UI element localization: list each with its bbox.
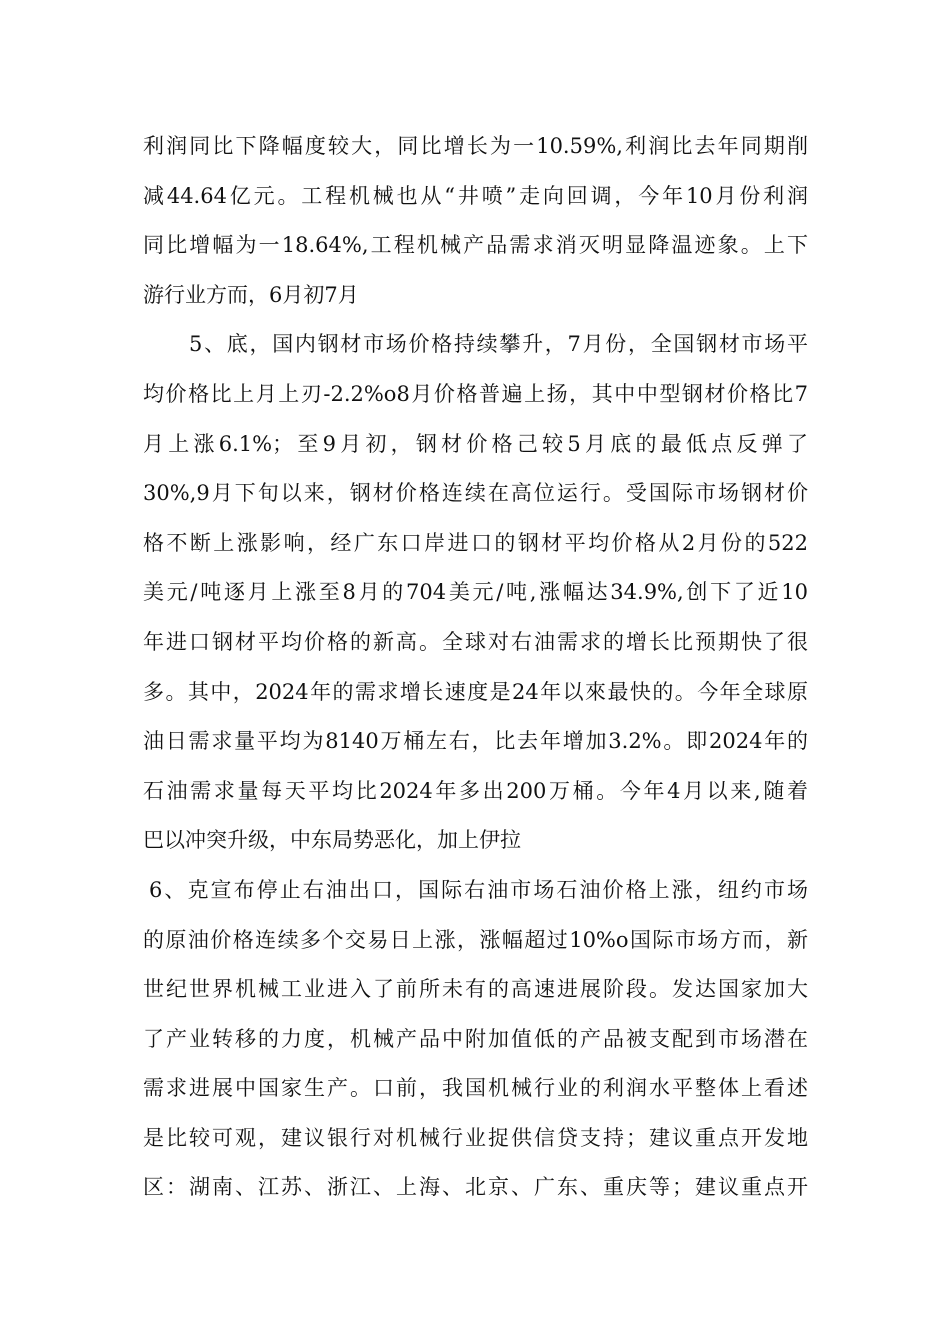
text-line: 是比较可观，建议银行对机械行业捉供信贷支持；建议重点开发地 [143, 1125, 808, 1150]
text-line: 多。其中，2024年的需求增长速度是24年以來最快的。今年全球原 [143, 679, 808, 704]
text-line: 格不断上涨影响，经广东口岸进口的钢材平均价格从2月份的522 [143, 530, 808, 555]
text-line: 的原油价格连续多个交易日上涨，涨幅超过10%o国际市场方而，新 [143, 927, 808, 952]
text-line: 年进口钢材平均价格的新高。全球对右油需求的增长比预期快了很 [143, 629, 808, 654]
text-line: 均价格比上月上刃-2.2%o8月价格普遍上扬，其中中型钢材价格比7 [143, 381, 808, 406]
text-line: 石油需求量每天平均比2024年多出200万桶。今年4月以来,随着 [143, 778, 808, 803]
text-line: 减44.64亿元。工程机械也从“井喷”走向回调，今年10月份利润 [143, 183, 808, 208]
text-line: 需求进展中国家生产。口前，我国机械行业的利润水平整体上看述 [143, 1076, 808, 1101]
text-line: 世纪世界机械工业进入了前所未有的高速进展阶段。发达国家加大 [143, 977, 808, 1002]
text-line: 5、底，国内钢材市场价格持续攀升，7月份，全国钢材市场平 [189, 332, 808, 357]
text-line: 同比增幅为一18.64%,工程机械产品需求消灭明显降温迹象。上下 [143, 233, 808, 258]
text-line: 游行业方而，6月初7月 [143, 282, 359, 307]
text-line: 月上涨6.1%；至9月初，钢材价格己较5月底的最低点反弹了 [143, 431, 808, 456]
text-line: 巴以冲突升级，中东局势恶化，加上伊拉 [143, 828, 521, 853]
text-line: 30%,9月下旬以来，钢材价格连续在高位运行。受国际市场钢材价 [143, 481, 808, 506]
text-line: 了产业转移的力度，机械产品中附加值低的产品被支配到市场潜在 [143, 1026, 808, 1051]
text-line: 油日需求量平均为8140万桶左右，比去年增加3.2%。即2024年的 [143, 729, 808, 754]
text-line: 利润同比下降幅度较大，同比增长为一10.59%,利润比去年同期削 [143, 134, 808, 158]
text-line: 区：湖南、江苏、浙江、上海、北京、广东、重庆等；建议重点开 [143, 1175, 808, 1200]
body-text [143, 122, 808, 1213]
text-line: 美元/吨逐月上涨至8月的704美元/吨,涨幅达34.9%,创下了近10 [143, 580, 808, 605]
text-line: 6、克宣布停止右油出口，国际右油市场石油价格上涨，纽约市场 [149, 877, 808, 902]
